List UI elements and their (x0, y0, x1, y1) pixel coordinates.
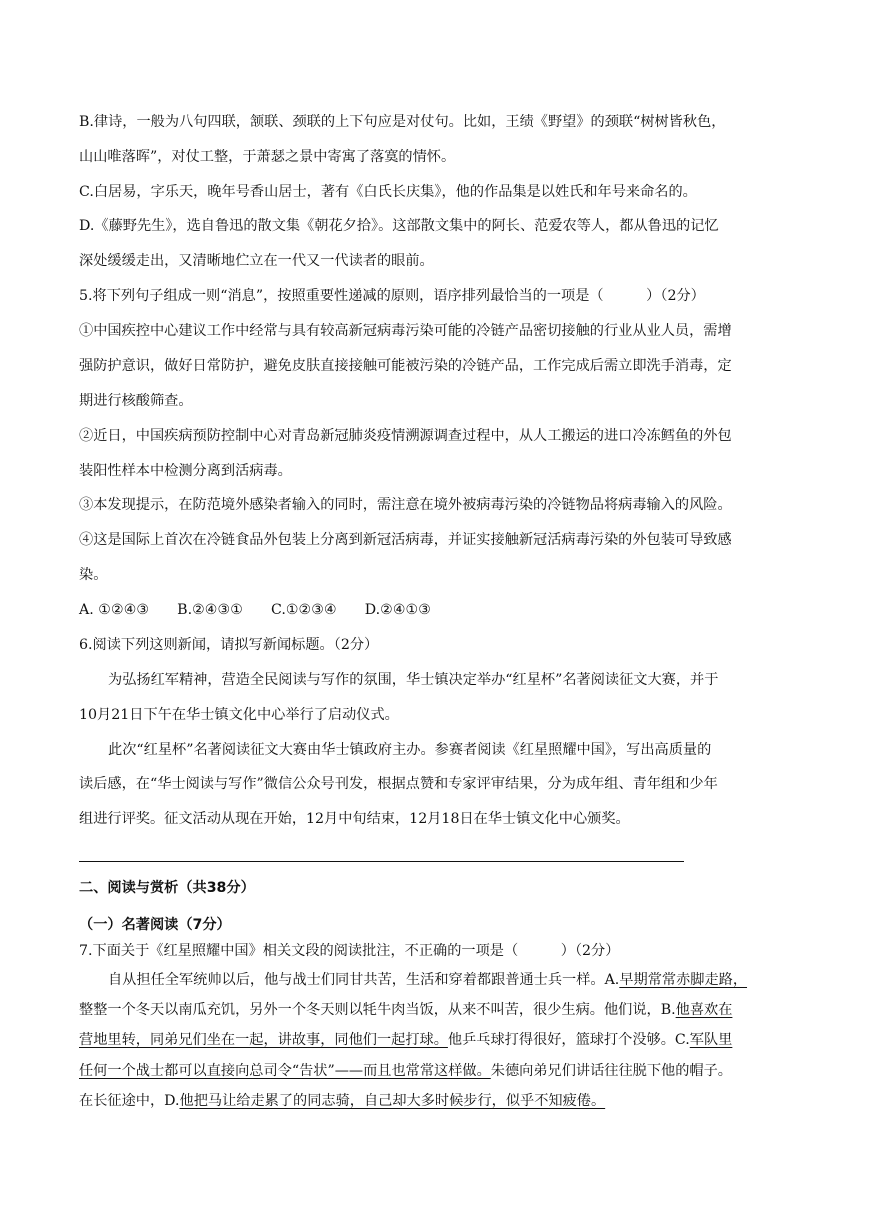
q5-sentence-3: ③本发现提示，在防范境外感染者输入的同时，需注意在境外被病毒污染的冷链物品将病毒输入的风险。 (79, 497, 732, 513)
q7-annotation-a: 早期常常赤脚走路， (619, 972, 748, 988)
q6-stem: 6.阅读下列这则新闻，请拟写新闻标题。（2分） (79, 637, 379, 653)
q7-passage-line2: 整整一个冬天以南瓜充饥，另外一个冬天则以牦牛肉当饭，从来不叫苦，很少生病。他们说，B.他喜欢在 (79, 1002, 733, 1018)
q5-options (79, 600, 459, 620)
q5-stem: 5.将下列句子组成一则“消息”，按照重要性递减的原则，语序排列最恰当的一项是（ ）（2分） (79, 288, 705, 304)
q5-sentence-2-line2: 装阳性样本中检测分离到活病毒。 (79, 463, 292, 479)
q5-sentence-2-line1: ②近日，中国疾病预防控制中心对青岛新冠肺炎疫情溯源调查过程中，从人工搬运的进口冷冻鳕鱼的外包 (79, 428, 732, 444)
q5-sentence-1-line3: 期进行核酸筛查。 (79, 393, 193, 409)
q5-sentence-1-line1: ①中国疾控中心建议工作中经常与具有较高新冠病毒污染可能的冷链产品密切接触的行业从业人员，需增 (79, 323, 732, 339)
q7-annotation-c-cont: 任何一个战士都可以直接向总司令“告状”——而且也常常这样做。 (79, 1063, 491, 1079)
q7-passage-line4: 任何一个战士都可以直接向总司令“告状”——而且也常常这样做。朱德向弟兄们讲话往往脱下他的帽子。 (79, 1063, 732, 1079)
q4-option-d-line2: 深处缓缓走出，又清晰地伫立在一代又一代读者的眼前。 (79, 253, 434, 269)
q5-option-b: B.②④③① (177, 602, 243, 618)
q6-paragraph-2-line3: 组进行评奖。征文活动从现在开始，12月中旬结束，12月18日在华士镇文化中心颁奖。 (79, 811, 630, 827)
subsection-title: （一）名著阅读（7分） (79, 917, 231, 933)
q4-option-b-line1: B.律诗，一般为八句四联，颔联、颈联的上下句应是对仗句。比如，王绩《野望》的颈联“树树皆秋色， (79, 114, 726, 130)
q5-sentence-4-line2: 染。 (79, 567, 108, 583)
q7-stem: 7.下面关于《红星照耀中国》相关文段的阅读批注，不正确的一项是（ ）（2分） (79, 943, 620, 959)
q7-annotation-b: 他喜欢在 (675, 1002, 733, 1018)
q7-annotation-c: 军队里 (689, 1032, 733, 1048)
q7-annotation-d: 他把马让给走累了的同志骑，自己却大多时候步行，似乎不知疲倦。 (179, 1093, 606, 1109)
q4-option-b-line2: 山山唯落晖”，对仗工整，于萧瑟之景中寄寓了落寞的情怀。 (79, 149, 456, 165)
q5-option-a: A. ①②④③ (79, 602, 150, 618)
q5-sentence-1-line2: 强防护意识，做好日常防护，避免皮肤直接接触可能被污染的冷链产品，工作完成后需立即洗手消毒，定 (79, 358, 732, 374)
q4-option-d-line1: D.《藤野先生》，选自鲁迅的散文集《朝花夕拾》。这部散文集中的阿长、范爱农等人，都从鲁迅的记忆 (79, 218, 719, 234)
q6-paragraph-2-line2: 读后感，在“华士阅读与写作”微信公众号刊发，根据点赞和专家评审结果，分为成年组、青年组和少年 (79, 776, 718, 792)
q4-option-c: C.白居易，字乐天，晚年号香山居士，著有《白氏长庆集》，他的作品集是以姓氏和年号来命名的。 (79, 184, 697, 200)
section-2-title: 二、阅读与赏析（共38分） (79, 880, 255, 896)
q7-passage-line3: 营地里转，同弟兄们坐在一起，讲故事，同他们一起打球。他乒乓球打得很好，篮球打个没够。C.军队里 (79, 1032, 733, 1048)
q6-paragraph-1-line1: 为弘扬红军精神，营造全民阅读与写作的氛围，华士镇决定举办“红星杯”名著阅读征文大赛，并于 (108, 672, 719, 688)
q6-paragraph-1-line2: 10月21日下午在华士镇文化中心举行了启动仪式。 (79, 707, 399, 723)
q5-option-c: C.①②③④ (270, 602, 337, 618)
q5-sentence-4-line1: ④这是国际上首次在冷链食品外包装上分离到新冠活病毒，并证实接触新冠活病毒污染的外包装可导致感 (79, 532, 732, 548)
q7-annotation-b-cont: 营地里转，同弟兄们坐在一起，讲故事，同他们一起打球。 (79, 1032, 448, 1048)
q5-option-d: D.②④①③ (364, 602, 431, 618)
answer-line (79, 861, 684, 862)
q6-paragraph-2-line1: 此次“红星杯”名著阅读征文大赛由华士镇政府主办。参赛者阅读《红星照耀中国》，写出高质量的 (108, 742, 712, 758)
q7-passage-line5: 在长征途中，D.他把马让给走累了的同志骑，自己却大多时候步行，似乎不知疲倦。 (79, 1093, 606, 1109)
q7-passage-line1: 自从担任全军统帅以后，他与战士们同甘共苦，生活和穿着都跟普通士兵一样。A.早期常常赤脚走路， (108, 972, 748, 988)
